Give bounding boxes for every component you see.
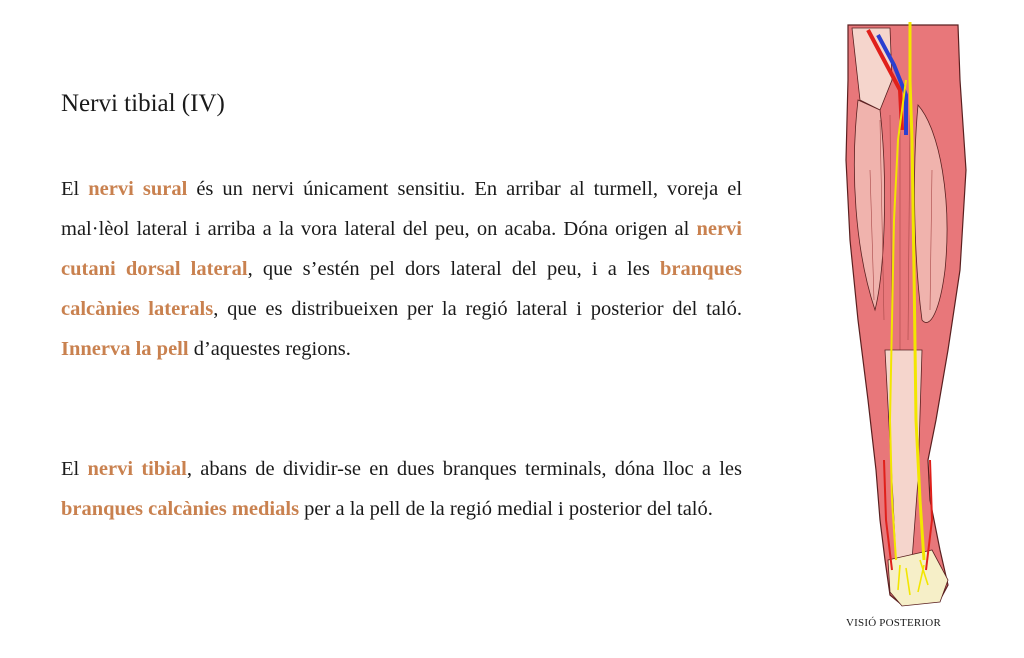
paragraph-sural-nerve — [61, 169, 742, 369]
text: , que s’estén pel dors lateral del peu, i a les — [247, 258, 660, 280]
text: d’aquestes regions. — [188, 338, 351, 360]
highlight-term: Innerva la pell — [61, 338, 189, 360]
highlight-term: branques calcànies laterals — [61, 258, 743, 320]
highlight-term: nervi cutani dorsal lateral — [61, 218, 742, 280]
highlight-term: branques calcànies medials — [61, 498, 300, 520]
highlight-term: nervi sural — [88, 178, 188, 200]
highlight-term: nervi tibial — [87, 458, 187, 480]
paragraph-tibial-nerve — [61, 449, 742, 529]
page-title: Nervi tibial (IV) — [61, 90, 225, 117]
text: , que es distribueixen per la regió lateral i posterior del taló. — [213, 298, 742, 320]
text: és un nervi únicament sensitiu. En arribar al turmell, voreja el mal·lèol lateral i arriba a la vora lateral del peu, on acaba. Dóna origen al — [61, 178, 743, 240]
text: El — [61, 458, 88, 480]
text: per a la pell de la regió medial i posterior del taló. — [299, 498, 713, 520]
figure-caption: VISIÓ POSTERIOR — [846, 617, 941, 629]
text: , abans de dividir-se en dues branques terminals, dóna lloc a les — [186, 458, 743, 480]
leg-posterior-illustration — [840, 20, 970, 610]
text: El — [61, 178, 89, 200]
